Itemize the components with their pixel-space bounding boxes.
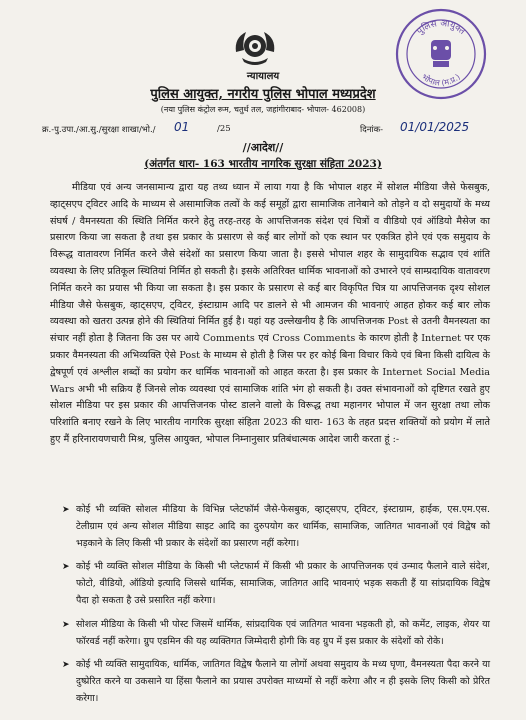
list-item: ➤ कोई भी व्यक्ति सोशल मीडिया के किसी भी प्लेटफार्म में किसी भी प्रकार के आपत्तिजनक एवं उन्माद फैलाने वाले संदेश, फोटो, वीडियो, ऑडियो इत्यादि जिससे धार्मिक, सामाजिक, जातिगत आदि भावनाएं भड़क सकती हैं या सांप्रदायिक विद्वेष पैदा हो सकता है उसे प्रसारित नहीं करेगा। bbox=[62, 561, 490, 606]
svg-text:भोपाल (म.प्र.): भोपाल (म.प्र.) bbox=[420, 72, 462, 88]
arrow-bullet-icon: ➤ bbox=[62, 619, 70, 630]
police-emblem-icon bbox=[232, 28, 278, 68]
list-item: ➤ सोशल मीडिया के किसी भी पोस्ट जिसमें धार्मिक, सांप्रदायिक एवं जातिगत भावना भड़कती हो, को कमेंट, लाइक, शेयर या फॉरवर्ड नहीं करेगा। ग्रुप एडमिन की यह व्यक्तिगत जिम्मेदारी होगी कि वह ग्रुप में इस प्रकार के संदेशों को रोके। bbox=[62, 618, 490, 647]
list-item: ➤ कोई भी व्यक्ति सामुदायिक, धार्मिक, जातिगत विद्वेष फैलाने या लोगों अथवा समुदाय के मध्य घृणा, वैमनस्यता पैदा करने या दुष्प्रेरित करने या उकसाने या हिंसा फैलाने का प्रयास उपरोक्त माध्यमों से नहीं करेगा और न ही इसके लिए किसी को प्रेरित करेगा। bbox=[62, 659, 490, 704]
reference-label: क्र.-पु.उपा./आ.सु./सुरक्षा शाखा/भो./ bbox=[42, 125, 156, 135]
date-label: दिनांक- bbox=[360, 125, 384, 135]
order-section: (अंतर्गत धारा- 163 भारतीय नागरिक सुरक्षा संहिता 2023) bbox=[144, 158, 382, 170]
reference-number: 01 bbox=[174, 120, 190, 134]
list-item: ➤ कोई भी व्यक्ति सोशल मीडिया के विभिन्न प्लेटफॉर्म जैसे-फेसबुक, व्हाट्सएप, ट्विटर, इंस्टाग्राम, हाईक, एस.एम.एस. टेलीग्राम एवं अन्य सोशल मीडिया साइट आदि का दुरुपयोग कर धार्मिक, सामाजिक, जातिगत भावनाओं एवं विद्वेष को भड़काने के लिए किसी भी प्रकार के संदेशों का प्रसारण नहीं करेगा। bbox=[62, 504, 490, 549]
arrow-bullet-icon: ➤ bbox=[62, 660, 70, 671]
arrow-bullet-icon: ➤ bbox=[62, 562, 70, 573]
svg-text:पुलिस आयुक्त: पुलिस आयुक्त bbox=[415, 18, 467, 37]
office-heading: पुलिस आयुक्त, नगरीय पुलिस भोपाल मध्यप्रदेश bbox=[150, 87, 376, 102]
reference-year: /25 bbox=[217, 124, 231, 134]
order-title: //आदेश// bbox=[242, 141, 284, 154]
arrow-bullet-icon: ➤ bbox=[62, 505, 70, 515]
order-body-paragraph: मीडिया एवं अन्य जनसामान्य द्वारा यह तथ्य ध्यान में लाया गया है कि भोपाल शहर में सोशल मीडिया जैसे फेसबुक, व्हाट्सएप ट्विटर आदि के माध्यम से असामाजिक तत्वों के कई समूहों द्वारा सामाजिक तानेबाने को तोड़ने व दो समुदायों के मध्य संघर्ष / वैमनस्यता की स्थिति निर्मित करने हेतु तरह-तरह के आपत्तिजनक संदेश एवं चित्रों व वीडियो एवं ऑडियो मैसेज का प्रसारण किया जा सकता है तथा इस प्रकार के प्रसारण से कई बार लोगों को एक स्थान पर एकत्रित होने एवं एक समुदाय के विरूद्ध वातावरण निर्मित करने जैसे संदेशों का प्रसारण किया जाता है। इससे भोपाल शहर के सामुदायिक सद्भाव एवं शांति व्यवस्था के लिए प्रतिकूल स्थितियां निर्मित हो सकती है। इसके अतिरिक्त धार्मिक भावनाओं को उभारने एवं साम्प्रदायिक वातावरण निर्मित करने का प्रयास भी किया जा सकता है। इस प्रकार के प्रसारण से कई बार विकृपित चित्र या आपत्तिजनक दृश्य सोशल मीडिया जैसे फेसबुक, व्हाट्सएप, ट्विटर, इंस्टाग्राम आदि पर डालने से भी आमजन की भावनाएं आहत होकर कई बार लोक व्यवस्था को खतरा उत्पन्न होने की स्थितियां निर्मित हुई है। यहां यह उल्लेखनीय है कि आपत्तिजनक Post से उतनी वैमनस्यता का संचार नहीं होता है जितना कि उस पर आये Comments एवं Cross Comments के कारण होती है Internet पर एक प्रकार वैमनस्यता की अभिव्यक्ति ऐसे Post के माध्यम से होती है जिस पर हर कोई बिना विचार किये एवं बिना किसी दायित्व के द्वेषपूर्ण एवं अश्लील शब्दों का प्रयोग कर धार्मिक भावनाओं को आहत करता है। इस प्रकार के Internet Social Media Wars अभी भी सक्रिय हैं जिनसे लोक व्यवस्था एवं सामाजिक शांति भंग हो सकती है। उक्त संभावनाओं को दृष्टिगत रखते हुए सोशल मीडिया पर इस प्रकार की आपत्तिजनक पोस्ट डालने वालो के विरूद्ध तथा महानगर भोपाल में जन सुरक्षा तथा लोक परिशांति बनाए रखने के लिए भारतीय नागरिक सुरक्षा संहिता 2023 की धारा- 163 के तहत प्रदत्त शक्तियों को प्रयोग में लाते हुए मैं हरिनारायणचारी मिश्र, पुलिस आयुक्त, भोपाल निम्नानुसार प्रतिबंधात्मक आदेश जारी करता हूं :- bbox=[50, 182, 490, 445]
order-bullet-list bbox=[62, 502, 490, 715]
office-address: (नया पुलिस कंट्रोल रूम, चतुर्थ तल, जहांगीराबाद- भोपाल- 462008) bbox=[160, 105, 366, 114]
date-value: 01/01/2025 bbox=[400, 120, 470, 134]
court-heading: न्यायालय bbox=[246, 71, 280, 82]
